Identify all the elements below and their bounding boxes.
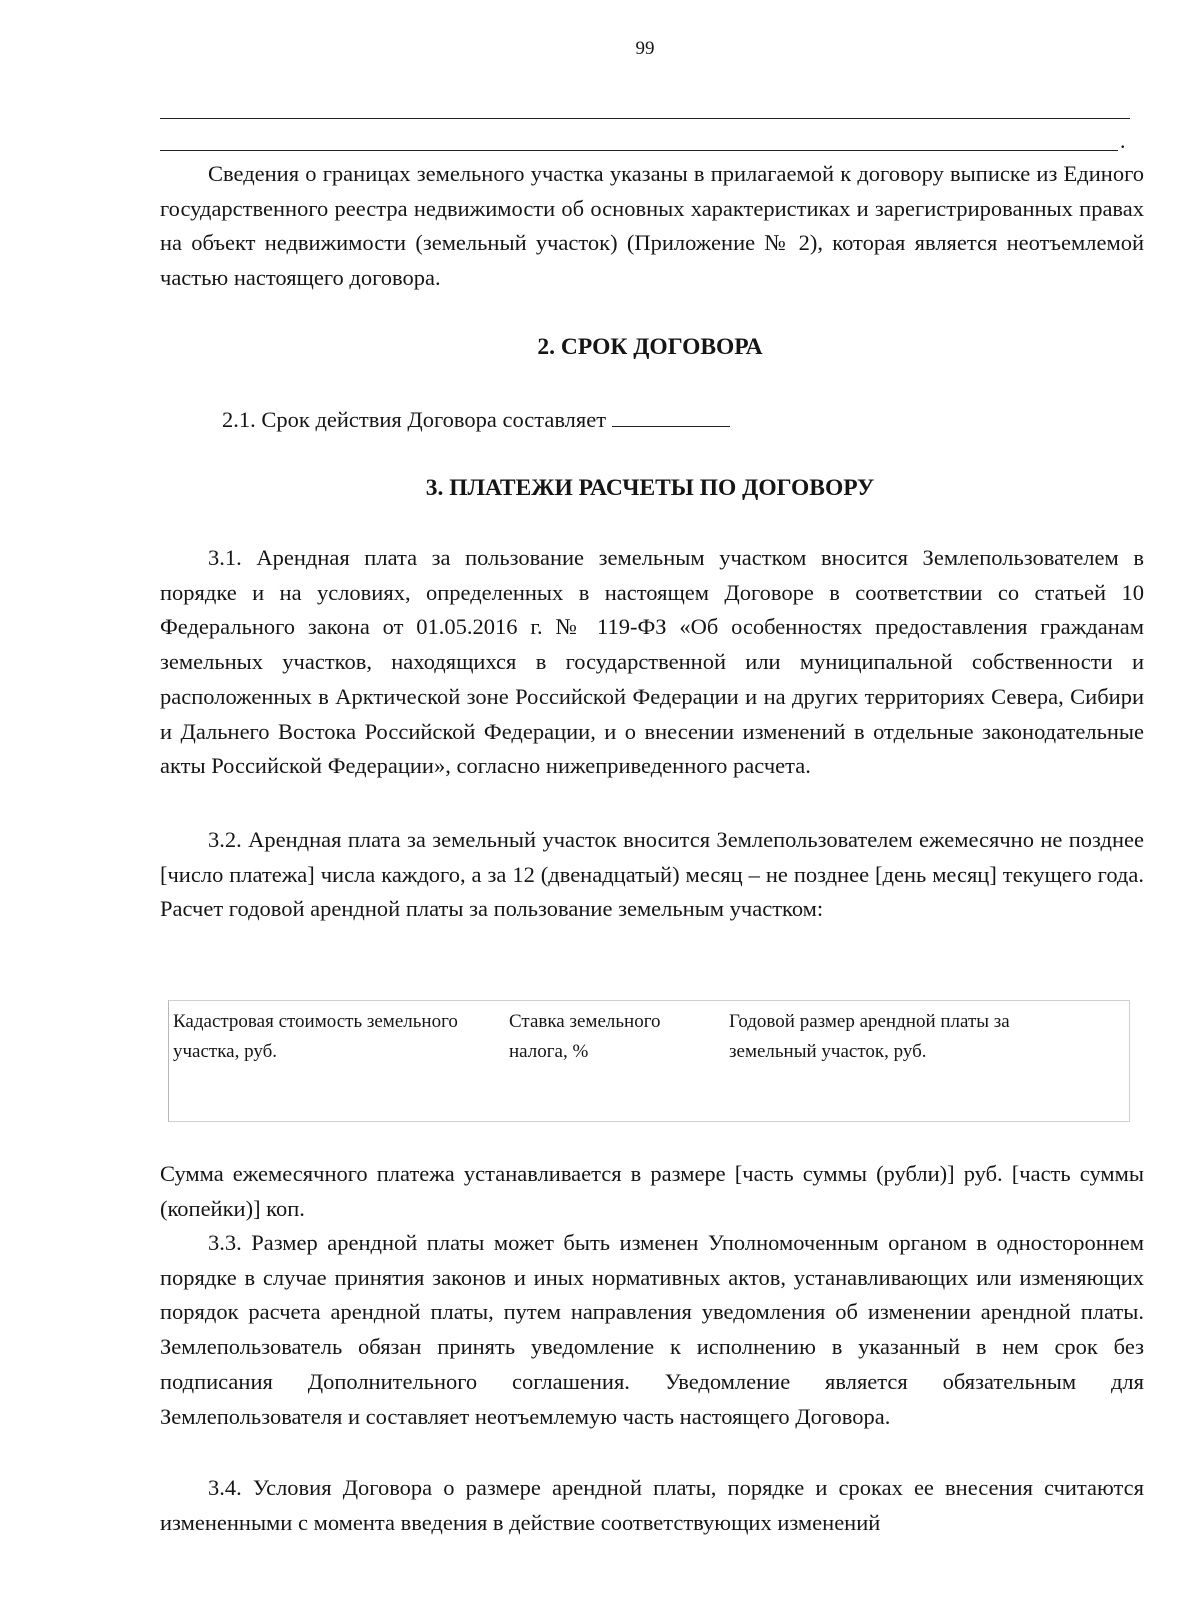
rent-calculation-table <box>168 1000 1130 1122</box>
blank-line-period: . <box>1120 128 1126 153</box>
blank-line-2 <box>160 150 1118 151</box>
clause-2-1 <box>222 403 1200 438</box>
table-header-tax-rate: Ставка земельного налога, % <box>509 1011 661 1062</box>
page-number: 99 <box>635 38 655 59</box>
monthly-payment: Сумма ежемесячного платежа устанавливается в размере [часть суммы (рубли)] руб. [часть суммы (копейки)] коп. <box>160 1161 1144 1221</box>
clause-3-3: 3.3. Размер арендной платы может быть изменен Уполномоченным органом в одностороннем порядке в случае принятия законов и иных нормативных актов, устанавливающих или изменяющих порядок расчета арендной платы, путем направления уведомления об изменении арендной платы. Землепользователь обязан принять уведомление к исполнению в указанный в нем срок без подписания Дополнительного соглашения. Уведомление является обязательным для Землепользователя и составляет неотъемлемую часть настоящего Договора. <box>160 1230 1144 1429</box>
clause-2-1-text: 2.1. Срок действия Договора составляет <box>222 407 607 432</box>
section-3-heading: 3. ПЛАТЕЖИ РАСЧЕТЫ ПО ДОГОВОРУ <box>425 475 875 501</box>
clause-3-2: 3.2. Арендная плата за земельный участок вносится Землепользователем ежемесячно не позднее [число платежа] числа каждого, а за 12 (двенадцатый) месяц – не позднее [день месяц] текущего года. Расчет годовой арендной платы за пользование земельным участком: <box>160 827 1144 922</box>
term-fill-line <box>612 404 730 427</box>
section-2-heading: 2. СРОК ДОГОВОРА <box>537 334 763 360</box>
intro-paragraph: Сведения о границах земельного участка указаны в прилагаемой к договору выписке из Единого государственного реестра недвижимости об основных характеристиках и зарегистрированных правах на объект недвижимости (земельный участок) (Приложение № 2), которая является неотъемлемой частью настоящего договора. <box>160 161 1144 291</box>
table-header-cadastral-value: Кадастровая стоимость земельного участка, руб. <box>173 1011 458 1062</box>
clause-3-1: 3.1. Арендная плата за пользование земельным участком вносится Землепользователем в порядке и на условиях, определенных в настоящем Договоре в соответствии со статьей 10 Федерального закона от 01.05.2016 г. № 119-ФЗ «Об особенностях предоставления гражданам земельных участков, находящихся в государственной или муниципальной собственности и расположенных в Арктической зоне Российской Федерации и на других территориях Севера, Сибири и Дальнего Востока Российской Федерации, и о внесении изменений в отдельные законодательные акты Российской Федерации», согласно нижеприведенного расчета. <box>160 545 1144 779</box>
clause-3-4: 3.4. Условия Договора о размере арендной платы, порядке и сроках ее внесения считаются измененными с момента введения в действие соответствующих изменений <box>160 1475 1144 1535</box>
blank-line-1 <box>160 118 1130 119</box>
table-header-annual-rent: Годовой размер арендной платы за земельный участок, руб. <box>729 1011 1010 1062</box>
